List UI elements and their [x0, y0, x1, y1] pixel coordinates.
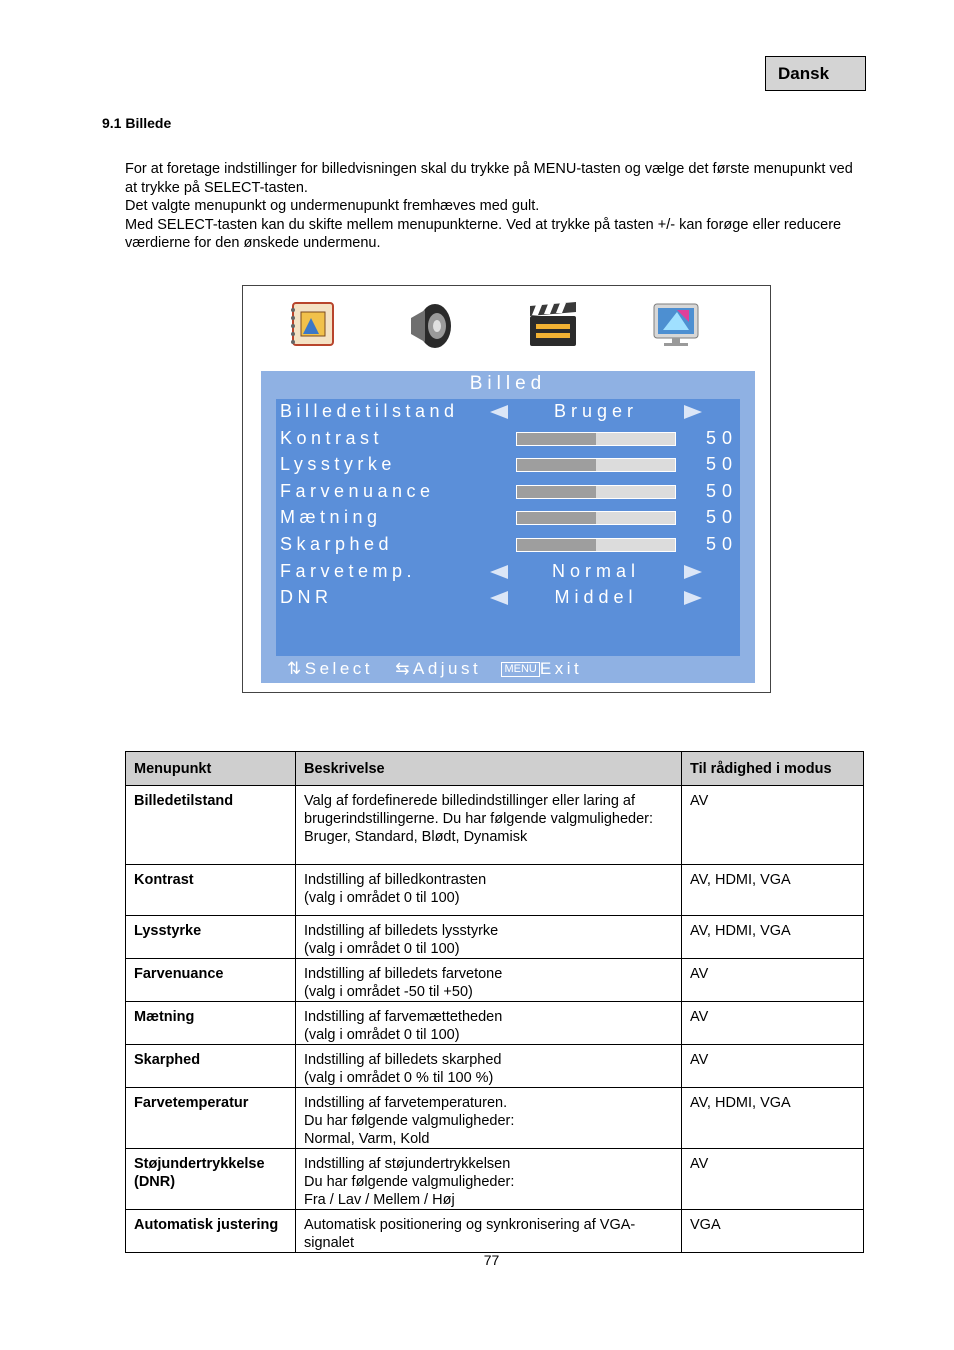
desc-line: Indstilling af billedets skarphed: [304, 1052, 502, 1068]
table-row: [126, 916, 864, 959]
osd-footer: [287, 659, 582, 679]
intro-line: Det valgte menupunkt og undermenupunkt fremhæves med gult.: [125, 198, 540, 214]
level-fill: [517, 486, 596, 498]
table-header: Til rådighed i modus: [682, 752, 864, 786]
left-arrow-icon[interactable]: [490, 405, 508, 419]
osd-row-farvetemp[interactable]: [276, 561, 740, 587]
osd-row-label: Farvetemp.: [280, 561, 417, 581]
intro-text: [125, 160, 865, 253]
table-row: [126, 1088, 864, 1149]
table-cell-desc: [296, 916, 682, 959]
level-fill: [517, 459, 596, 471]
osd-row-dnr[interactable]: [276, 587, 740, 613]
osd-row-billedetilstand[interactable]: [276, 401, 740, 427]
table-cell-modes: AV: [682, 786, 864, 865]
desc-line: Du har følgende valgmuligheder:: [304, 1113, 515, 1129]
table-header-row: [126, 752, 864, 786]
table-header: Menupunkt: [126, 752, 296, 786]
table-cell-modes: AV: [682, 1002, 864, 1045]
desc-line: Bruger, Standard, Blødt, Dynamisk: [304, 829, 528, 845]
osd-row-label: Farvenuance: [280, 481, 435, 501]
speaker-icon: [405, 300, 459, 350]
table-row: [126, 959, 864, 1002]
settings-table: [125, 751, 864, 1253]
desc-line: Indstilling af farvemættetheden: [304, 1009, 503, 1025]
footer-adjust-label: Adjust: [412, 659, 482, 678]
footer-select-label: Select: [304, 659, 373, 678]
level-value: 50: [706, 428, 739, 448]
osd-row-lysstyrke[interactable]: [276, 454, 740, 480]
left-arrow-icon[interactable]: [490, 591, 508, 605]
table-header: Beskrivelse: [296, 752, 682, 786]
level-value: 50: [706, 481, 739, 501]
right-arrow-icon[interactable]: [684, 591, 702, 605]
osd-menu-figure: [242, 285, 771, 693]
desc-line: Indstilling af billedkontrasten: [304, 872, 487, 888]
table-cell-name: Billedetilstand: [126, 786, 296, 865]
table-cell-modes: AV: [682, 1149, 864, 1210]
table-cell-desc: [296, 865, 682, 916]
desc-line: (valg i området 0 % til 100 %): [304, 1070, 494, 1086]
osd-row-label: Kontrast: [280, 428, 384, 448]
desc-line: Indstilling af billedets lysstyrke: [304, 923, 499, 939]
table-cell-name: Kontrast: [126, 865, 296, 916]
desc-line: Du har følgende valgmuligheder:: [304, 1174, 515, 1190]
osd-row-skarphed[interactable]: [276, 534, 740, 560]
picture-icon: [287, 300, 341, 350]
table-cell-desc: [296, 1002, 682, 1045]
intro-line: Med SELECT-tasten kan du skifte mellem menupunkterne. Ved at trykke på tasten +/- kan forøge eller reducere værdierne for den ønskede undermenu.: [125, 216, 842, 251]
page-number: 77: [483, 1252, 500, 1268]
intro-line: For at foretage indstillinger for billedvisningen skal du trykke på MENU-tasten og vælge det første menupunkt ved at trykke på SELECT-tasten.: [125, 161, 853, 196]
osd-row-farvenuance[interactable]: [276, 481, 740, 507]
table-row: [126, 786, 864, 865]
osd-option-value: Middel: [554, 587, 638, 607]
right-arrow-icon[interactable]: [684, 405, 702, 419]
table-row: [126, 1002, 864, 1045]
table-cell-name: Farvetemperatur: [126, 1088, 296, 1149]
table-cell-modes: AV: [682, 959, 864, 1002]
desc-line: Automatisk positionering og synkronisering af VGA-signalet: [304, 1217, 636, 1251]
level-value: 50: [706, 534, 739, 554]
adjust-arrows-icon: ⇆: [395, 659, 413, 678]
osd-row-label: Lysstyrke: [280, 454, 396, 474]
desc-line: (valg i området 0 til 100): [304, 941, 460, 957]
osd-settings-list: [276, 399, 740, 656]
language-tab: Dansk: [765, 56, 866, 91]
osd-row-label: DNR: [280, 587, 333, 607]
table-cell-desc: [296, 1088, 682, 1149]
table-cell-modes: VGA: [682, 1210, 864, 1253]
osd-panel: [261, 371, 755, 683]
table-cell-modes: AV: [682, 1045, 864, 1088]
level-value: 50: [706, 454, 739, 474]
table-row: [126, 1149, 864, 1210]
osd-row-label: Mætning: [280, 507, 382, 527]
desc-line: Normal, Varm, Kold: [304, 1131, 430, 1147]
table-cell-name: Automatisk justering: [126, 1210, 296, 1253]
table-cell-desc: [296, 1210, 682, 1253]
desc-line: (valg i området -50 til +50): [304, 984, 473, 1000]
table-cell-desc: [296, 1045, 682, 1088]
level-value: 50: [706, 507, 739, 527]
menu-key-icon: MENU: [501, 662, 539, 677]
level-fill: [517, 433, 596, 445]
osd-option-value: Normal: [551, 561, 640, 581]
up-down-arrows-icon: ⇅: [287, 659, 305, 678]
table-cell-modes: AV, HDMI, VGA: [682, 865, 864, 916]
section-title: 9.1 Billede: [102, 115, 172, 131]
osd-title: Billed: [469, 373, 547, 394]
left-arrow-icon[interactable]: [490, 565, 508, 579]
table-cell-desc: [296, 1149, 682, 1210]
table-row: [126, 865, 864, 916]
level-slider[interactable]: [516, 485, 676, 499]
footer-exit-label: Exit: [539, 659, 583, 678]
desc-line: Indstilling af billedets farvetone: [304, 966, 503, 982]
desc-line: (valg i området 0 til 100): [304, 1027, 460, 1043]
osd-row-kontrast[interactable]: [276, 428, 740, 454]
osd-row-label: Billedetilstand: [280, 401, 459, 421]
table-cell-name: Lysstyrke: [126, 916, 296, 959]
table-row: [126, 1045, 864, 1088]
table-cell-name: Farvenuance: [126, 959, 296, 1002]
table-cell-modes: AV, HDMI, VGA: [682, 1088, 864, 1149]
table-row: [126, 1210, 864, 1253]
level-fill: [517, 512, 596, 524]
table-cell-modes: AV, HDMI, VGA: [682, 916, 864, 959]
table-cell-desc: [296, 959, 682, 1002]
desc-line: Indstilling af støjundertrykkelsen: [304, 1156, 511, 1172]
desc-line: Indstilling af farvetemperaturen.: [304, 1095, 508, 1111]
clapperboard-icon: [526, 300, 580, 350]
desc-line: (valg i området 0 til 100): [304, 890, 460, 906]
desc-line: Fra / Lav / Mellem / Høj: [304, 1192, 455, 1208]
level-slider[interactable]: [516, 432, 676, 446]
monitor-icon: [649, 300, 703, 350]
level-slider[interactable]: [516, 458, 676, 472]
level-slider[interactable]: [516, 511, 676, 525]
desc-line: Valg af fordefinerede billedindstillinger eller laring af brugerindstillingerne. Du har følgende valgmuligheder:: [304, 793, 654, 827]
osd-row-maetning[interactable]: [276, 507, 740, 533]
table-cell-name: Støjundertrykkelse (DNR): [126, 1149, 296, 1210]
osd-row-label: Skarphed: [280, 534, 394, 554]
osd-option-value: Bruger: [553, 401, 639, 421]
level-slider[interactable]: [516, 538, 676, 552]
right-arrow-icon[interactable]: [684, 565, 702, 579]
table-cell-desc: [296, 786, 682, 865]
level-fill: [517, 539, 596, 551]
table-cell-name: Skarphed: [126, 1045, 296, 1088]
table-cell-name: Mætning: [126, 1002, 296, 1045]
